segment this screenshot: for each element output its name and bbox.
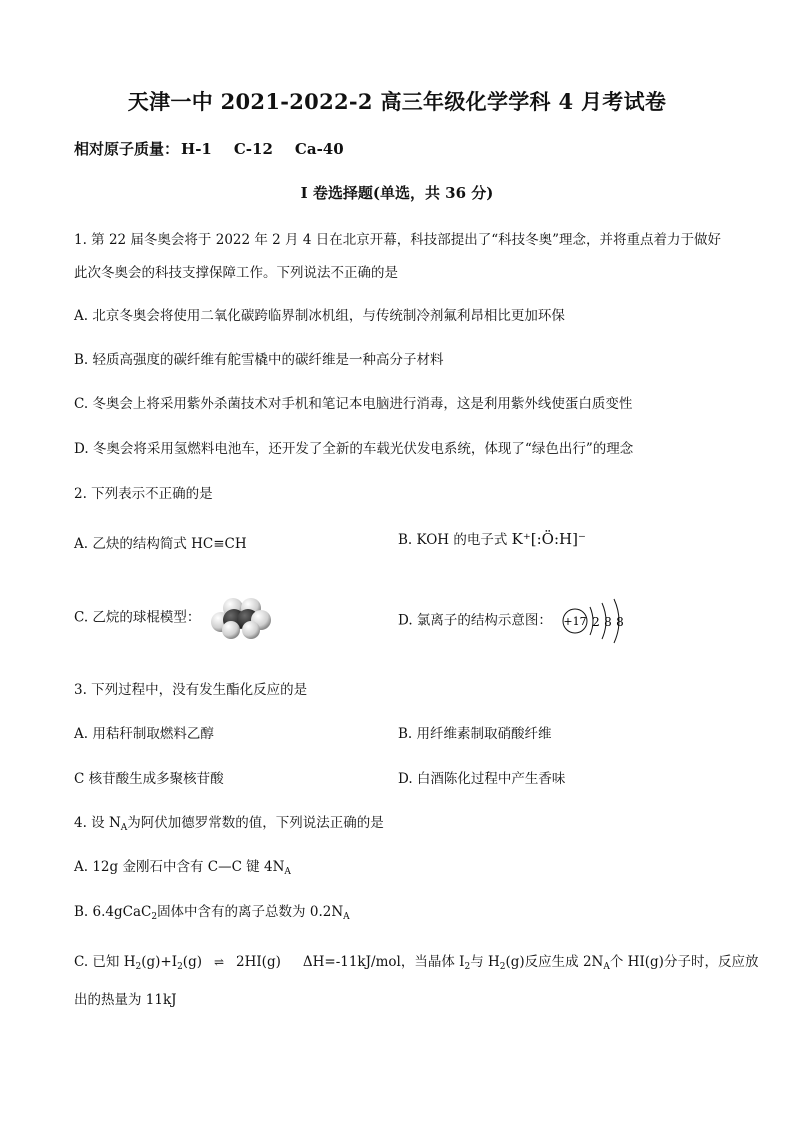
q1-stem-line1: 1. 第 22 届冬奥会将于 2022 年 2 月 4 日在北京开幕，科技部提出了“科技冬奥”理念，并将重点着力于做好 bbox=[74, 232, 722, 248]
q4-option-c-line2: 出的热量为 11kJ bbox=[74, 992, 177, 1008]
atomic-mass-label: 相对原子质量： bbox=[74, 140, 180, 158]
q4-b-pre: B. 6.4gCaC bbox=[74, 904, 152, 920]
q4-c-mid: 与 H bbox=[470, 954, 500, 970]
q4-b-sub1: 2 bbox=[151, 912, 158, 922]
page-title: 天津一中 2021-2022-2 高三年级化学学科 4 月考试卷 bbox=[127, 89, 667, 114]
q2-option-c-text: C. 乙烷的球棍模型： bbox=[74, 609, 201, 626]
q4-a-text: A. 12g 金刚石中含有 C—C 键 4N bbox=[74, 859, 285, 875]
q1-option-d: D. 冬奥会将采用氢燃料电池车，还开发了全新的车载光伏发电系统，体现了“绿色出行”的理念 bbox=[74, 441, 634, 457]
q4-a-sub: A bbox=[284, 867, 291, 877]
q2-option-d-text: D. 氯离子的结构示意图： bbox=[398, 612, 552, 629]
q4-c-dh: ΔH=-11kJ/mol，当晶体 I bbox=[302, 954, 465, 970]
q3-option-d: D. 白酒陈化过程中产生香味 bbox=[398, 771, 566, 787]
q4-c-product: 2HI(g) bbox=[235, 954, 281, 970]
q2-option-d bbox=[398, 597, 632, 645]
q4-c-i2b: 2 bbox=[464, 962, 471, 972]
q4-c-h2b: 2 bbox=[499, 962, 506, 972]
q4-stem-sub: A bbox=[120, 823, 128, 833]
ethane-ball-stick-model bbox=[207, 596, 275, 640]
q4-stem bbox=[74, 811, 384, 831]
atomic-mass-c: C-12 bbox=[233, 140, 273, 158]
q4-c-g2: (g) bbox=[182, 954, 202, 970]
q2-option-c bbox=[74, 596, 275, 640]
q4-option-a bbox=[74, 855, 291, 875]
q1-option-c: C. 冬奥会上将采用紫外杀菌技术对手机和笔记本电脑进行消毒，这是利用紫外线使蛋白质变性 bbox=[74, 396, 633, 412]
q4-c-i2: 2 bbox=[177, 962, 183, 972]
q3-stem: 3. 下列过程中，没有发生酯化反应的是 bbox=[74, 682, 308, 698]
shell-1-electrons: 2 bbox=[592, 615, 601, 629]
q4-c-end: 个 HI(g)分子时，反应放 bbox=[609, 954, 759, 970]
q3-option-c: C 核苷酸生成多聚核苷酸 bbox=[74, 771, 224, 787]
section-title: I 卷选择题(单选，共 36 分) bbox=[300, 184, 494, 202]
q1-option-a: A. 北京冬奥会将使用二氧化碳跨临界制冰机组，与传统制冷剂氟利昂相比更加环保 bbox=[74, 308, 565, 324]
q4-c-mid2: (g)反应生成 2N bbox=[505, 954, 604, 970]
q1-stem-line2: 此次冬奥会的科技支撑保障工作。下列说法不正确的是 bbox=[74, 265, 398, 281]
q4-c-pre: C. 已知 H bbox=[74, 954, 136, 970]
koh-electron-formula: K⁺[:Ö:H]⁻ bbox=[511, 530, 586, 548]
q2-option-b bbox=[398, 528, 586, 548]
q4-b-mid: 固体中含有的离子总数为 0.2N bbox=[157, 904, 344, 920]
q4-option-c-line1 bbox=[74, 950, 758, 970]
q2-stem: 2. 下列表示不正确的是 bbox=[74, 486, 213, 502]
shell-3-electrons: 8 bbox=[616, 615, 625, 629]
q4-stem-post: 为阿伏加德罗常数的值，下列说法正确的是 bbox=[127, 815, 384, 831]
q4-option-b bbox=[74, 900, 350, 920]
q4-b-sub2: A bbox=[343, 912, 350, 922]
q4-c-g1: (g)+I bbox=[141, 954, 178, 970]
q4-stem-pre: 4. 设 N bbox=[74, 815, 121, 831]
chloride-ion-structure-diagram bbox=[560, 597, 632, 645]
equilibrium-arrow-icon: ⇌ bbox=[213, 955, 225, 969]
q1-option-b: B. 轻质高强度的碳纤维有舵雪橇中的碳纤维是一种高分子材料 bbox=[74, 352, 444, 368]
q4-c-h2: 2 bbox=[135, 962, 142, 972]
q2-option-a: A. 乙炔的结构简式 HC≡CH bbox=[74, 536, 247, 552]
atomic-mass-ca: Ca-40 bbox=[294, 140, 344, 158]
atomic-mass-line bbox=[74, 138, 366, 159]
q3-option-a: A. 用秸秆制取燃料乙醇 bbox=[74, 726, 214, 742]
shell-2-electrons: 8 bbox=[604, 615, 613, 629]
q3-option-b: B. 用纤维素制取硝酸纤维 bbox=[398, 726, 552, 742]
atomic-mass-h: H-1 bbox=[181, 140, 212, 158]
q4-c-na: A bbox=[603, 962, 610, 972]
q2-option-b-text: B. KOH 的电子式 bbox=[398, 532, 508, 548]
nucleus-charge: +17 bbox=[563, 615, 587, 628]
